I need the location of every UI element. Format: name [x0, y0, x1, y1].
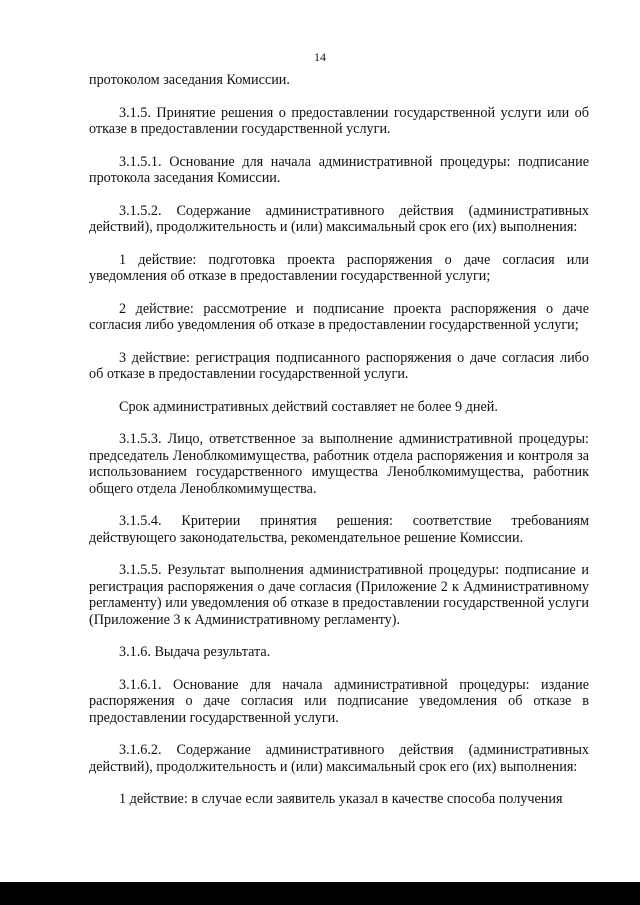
paragraph-action-3: 3 действие: регистрация подписанного распоряжения о даче согласия либо об отказе в предоставлении государственной услуги.	[89, 349, 589, 382]
scan-bottom-border	[0, 882, 640, 905]
paragraph-3-1-6-1: 3.1.6.1. Основание для начала административной процедуры: издание распоряжения о даче согласия или подписание уведомления об отказе в предоставлении государственной услуги.	[89, 676, 589, 726]
paragraph-term: Срок административных действий составляет не более 9 дней.	[119, 398, 498, 415]
paragraph-3-1-5-1: 3.1.5.1. Основание для начала административной процедуры: подписание протокола заседания Комиссии.	[89, 153, 589, 186]
paragraph-3-1-5-2: 3.1.5.2. Содержание административного действия (административных действий), продолжительность и (или) максимальный срок его (их) выполнения:	[89, 202, 589, 235]
paragraph-action-1: 1 действие: подготовка проекта распоряжения о даче согласия или уведомления об отказе в предоставлении государственной услуги;	[89, 251, 589, 284]
paragraph-action-2: 2 действие: рассмотрение и подписание проекта распоряжения о даче согласия либо уведомления об отказе в предоставлении государственной услуги;	[89, 300, 589, 333]
document-body	[89, 72, 589, 808]
paragraph-3-1-5-3: 3.1.5.3. Лицо, ответственное за выполнение административной процедуры: председатель Леноблкомимущества, работник отдела распоряжения и контроля за использованием государственного имущества Леноблкомимущества, работник общего отдела Леноблкомимущества.	[89, 431, 589, 497]
paragraph-3-1-5-5: 3.1.5.5. Результат выполнения административной процедуры: подписание и регистрация распоряжения о даче согласия (Приложение 2 к Административному регламенту) или уведомления об отказе в предоставлении государственной услуги (Приложение 3 к Административному регламенту).	[89, 562, 589, 628]
paragraph-action-1-delivery: 1 действие: в случае если заявитель указал в качестве способа получения	[119, 791, 563, 807]
paragraph-continuation: протоколом заседания Комиссии.	[89, 72, 290, 88]
paragraph-3-1-5: 3.1.5. Принятие решения о предоставлении государственной услуги или об отказе в предоставлении государственной услуги.	[89, 104, 589, 137]
page-number: 14	[314, 50, 326, 64]
paragraph-3-1-6: 3.1.6. Выдача результата.	[119, 644, 271, 660]
paragraph-3-1-6-2: 3.1.6.2. Содержание административного действия (административных действий), продолжительность и (или) максимальный срок его (их) выполнения:	[89, 742, 589, 775]
paragraph-3-1-5-4: 3.1.5.4. Критерии принятия решения: соответствие требованиям действующего законодательства, рекомендательное решение Комиссии.	[89, 513, 589, 546]
